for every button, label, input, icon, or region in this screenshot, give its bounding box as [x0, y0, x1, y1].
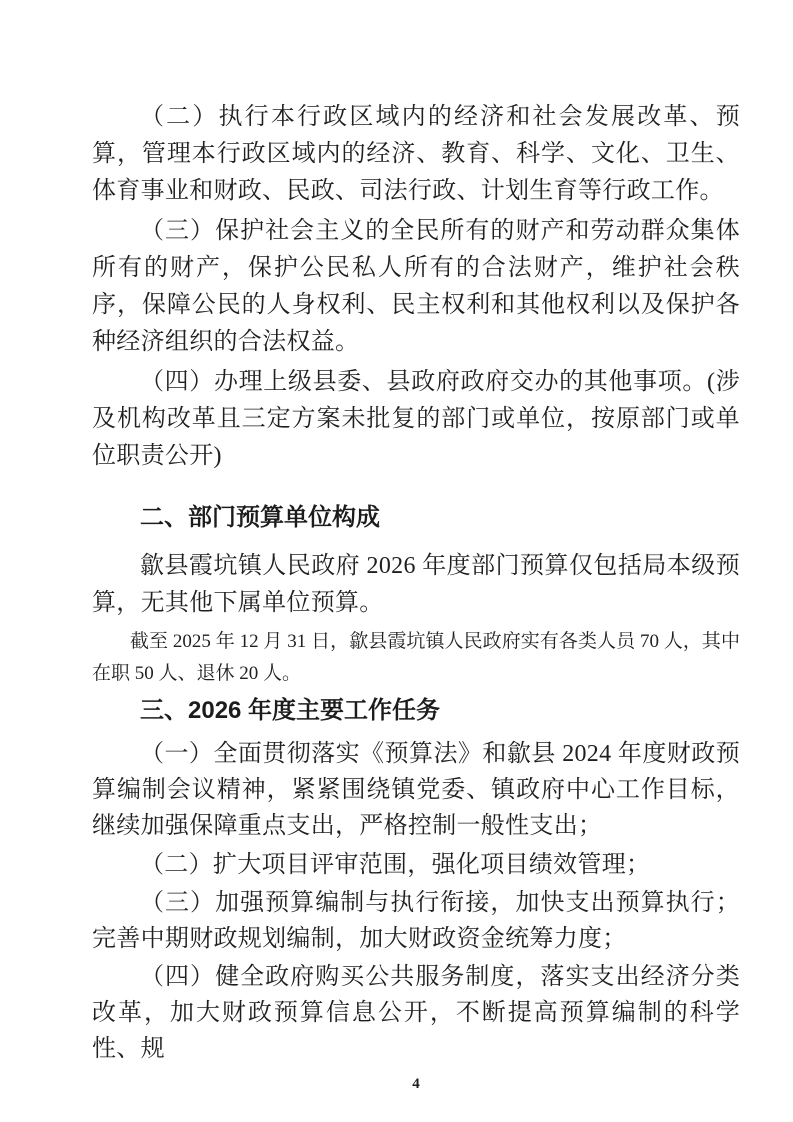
section-heading-budget-unit-composition: 二、部门预算单位构成 [140, 504, 380, 531]
staff-count-note: 截至 2025 年 12 月 31 日，歙县霞坑镇人民政府实有各类人员 70 人，其中在职 50 人、退休 20 人。 [92, 631, 740, 684]
section-heading-main-work-tasks: 三、2026 年度主要工作任务 [140, 697, 441, 724]
duty-paragraph-4: （四）办理上级县委、县政府政府交办的其他事项。(涉及机构改革且三定方案未批复的部门或单位，按原部门或单位职责公开) [92, 369, 740, 469]
work-task-3: （三）加强预算编制与执行衔接，加快支出预算执行；完善中期财政规划编制，加大财政资金统筹力度； [92, 890, 740, 952]
duty-paragraph-2: （二）执行本行政区域内的经济和社会发展改革、预算，管理本行政区域内的经济、教育、科学、文化、卫生、体育事业和财政、民政、司法行政、计划生育等行政工作。 [92, 104, 740, 204]
duty-paragraph-3: （三）保护社会主义的全民所有的财产和劳动群众集体所有的财产，保护公民私人所有的合法财产，维护社会秩序，保障公民的人身权利、民主权利和其他权利以及保护各种经济组织的合法权益。 [92, 218, 740, 355]
budget-unit-composition-paragraph: 歙县霞坑镇人民政府 2026 年度部门预算仅包括局本级预算，无其他下属单位预算。 [92, 553, 740, 616]
work-task-4: （四）健全政府购买公共服务制度，落实支出经济分类改革，加大财政预算信息公开，不断提高预算编制的科学性、规 [92, 964, 740, 1062]
work-task-1: （一）全面贯彻落实《预算法》和歙县 2024 年度财政预算编制会议精神，紧紧围绕镇党委、镇政府中心工作目标，继续加强保障重点支出，严格控制一般性支出； [92, 741, 740, 839]
page-number: 4 [412, 1076, 420, 1092]
work-task-2: （二）扩大项目评审范围，强化项目绩效管理； [140, 852, 651, 878]
